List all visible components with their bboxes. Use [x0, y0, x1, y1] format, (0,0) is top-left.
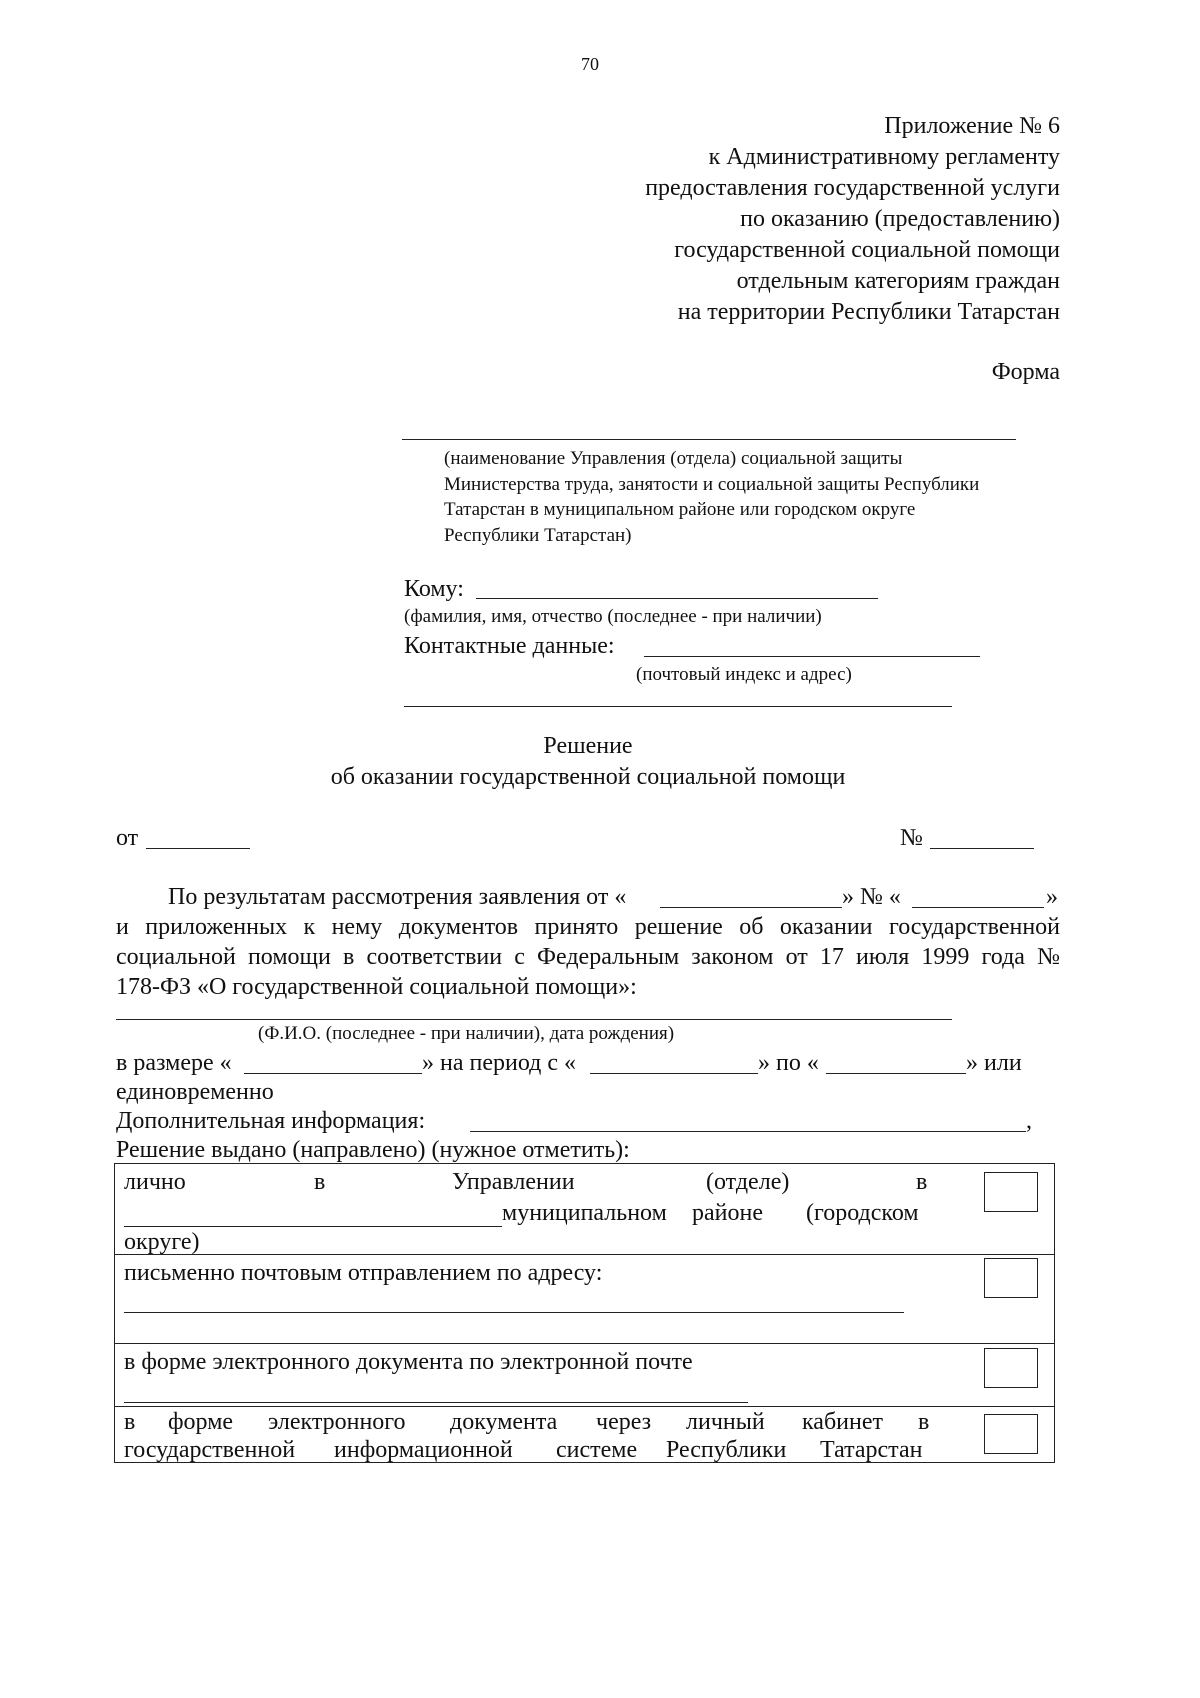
fio-field-line[interactable] [116, 1019, 952, 1020]
row1-line2-word-3: (городском [806, 1200, 919, 1226]
org-caption-3: Татарстан в муниципальном районе или городском округе [444, 499, 916, 520]
application-date-line[interactable] [660, 907, 842, 908]
form-label: Форма [991, 359, 1060, 385]
appendix-line-4: по оказанию (предоставлению) [740, 206, 1060, 232]
amount-label-3: » по « [758, 1050, 819, 1076]
row2-text: письменно почтовым отправлением по адресу: [124, 1260, 603, 1286]
appendix-line-2: к Административному регламенту [708, 144, 1060, 170]
extra-info-label: Дополнительная информация: [116, 1108, 426, 1134]
p1-mid: » № « [842, 884, 901, 910]
row4-line2-word-2: информационной [334, 1437, 513, 1463]
period-from-line[interactable] [590, 1073, 758, 1074]
row3-email-line[interactable] [124, 1402, 748, 1403]
period-to-line[interactable] [826, 1073, 966, 1074]
contacts-field-line-2[interactable] [404, 706, 952, 707]
row4-word-1: в [124, 1409, 136, 1435]
row1-word-1: лично [124, 1169, 186, 1195]
to-field-line[interactable] [476, 598, 878, 599]
title-line-2: об оказании государственной социальной помощи [330, 764, 846, 790]
row1-line2-word-2: районе [692, 1200, 763, 1226]
row4-word-7: кабинет [802, 1409, 883, 1435]
number-field-line[interactable] [930, 848, 1034, 849]
to-caption: (фамилия, имя, отчество (последнее - при наличии) [404, 606, 822, 627]
personal-account-checkbox[interactable] [984, 1414, 1038, 1454]
p1-start: По результатам рассмотрения заявления от « [168, 884, 627, 910]
row1-word-4: (отделе) [706, 1169, 790, 1195]
org-name-line [402, 439, 1016, 440]
date-field-line[interactable] [146, 848, 250, 849]
row4-word-6: личный [686, 1409, 765, 1435]
page-number: 70 [581, 54, 599, 74]
date-from-label: от [116, 825, 139, 851]
title-line-1: Решение [543, 733, 633, 759]
extra-info-comma: , [1026, 1108, 1032, 1134]
fio-caption: (Ф.И.О. (последнее - при наличии), дата рождения) [258, 1023, 675, 1044]
org-caption-4: Республики Татарстан) [444, 525, 632, 546]
contacts-label: Контактные данные: [404, 633, 615, 659]
row4-word-8: в [918, 1409, 930, 1435]
row1-district-line[interactable] [124, 1226, 502, 1227]
mail-checkbox[interactable] [984, 1258, 1038, 1298]
row4-word-2: форме [168, 1409, 234, 1435]
in-person-checkbox[interactable] [984, 1172, 1038, 1212]
row4-line2-word-3: системе [556, 1437, 638, 1463]
number-label: № [900, 825, 923, 851]
amount-field-line[interactable] [244, 1073, 422, 1074]
amount-label-2: » на период с « [422, 1050, 577, 1076]
amount-label-1: в размере « [116, 1050, 232, 1076]
org-caption-1: (наименование Управления (отдела) социальной защиты [444, 448, 903, 469]
extra-info-field-line[interactable] [470, 1131, 1026, 1132]
to-label: Кому: [404, 576, 464, 602]
row1-line3: округе) [124, 1229, 200, 1255]
row4-line2-word-1: государственной [124, 1437, 296, 1463]
row4-word-4: документа [450, 1409, 558, 1435]
row4-line2-word-4: Республики [666, 1437, 787, 1463]
row1-line2-word-1: муниципальном [502, 1200, 667, 1226]
lump-sum-label: единовременно [116, 1079, 274, 1105]
application-number-line[interactable] [912, 907, 1044, 908]
row1-word-3: Управлении [452, 1169, 575, 1195]
row1-word-2: в [314, 1169, 326, 1195]
row1-word-5: в [916, 1169, 928, 1195]
contacts-caption: (почтовый индекс и адрес) [636, 664, 852, 685]
p1-line-2: и приложенных к нему документов принято решение об оказании государственной [116, 914, 1060, 940]
p1-end: » [1046, 884, 1058, 910]
appendix-line-6: отдельным категориям граждан [736, 268, 1060, 294]
row4-line2-word-5: Татарстан [820, 1437, 923, 1463]
row3-text: в форме электронного документа по электронной почте [124, 1349, 693, 1375]
contacts-field-line[interactable] [644, 656, 980, 657]
appendix-line-5: государственной социальной помощи [674, 237, 1060, 263]
appendix-line-7: на территории Республики Татарстан [677, 299, 1060, 325]
email-checkbox[interactable] [984, 1348, 1038, 1388]
org-caption-2: Министерства труда, занятости и социальной защиты Республики [444, 474, 980, 495]
appendix-line-1: Приложение № 6 [884, 113, 1060, 139]
row4-word-3: электронного [268, 1409, 406, 1435]
p1-line-3: социальной помощи в соответствии с Федеральным законом от 17 июля 1999 года № [116, 944, 1060, 970]
p1-line-4: 178-ФЗ «О государственной социальной помощи»: [116, 974, 637, 1000]
appendix-line-3: предоставления государственной услуги [645, 175, 1060, 201]
amount-label-4: » или [966, 1050, 1022, 1076]
issued-label: Решение выдано (направлено) (нужное отметить): [116, 1137, 630, 1163]
row2-address-line[interactable] [124, 1312, 904, 1313]
row4-word-5: через [596, 1409, 652, 1435]
